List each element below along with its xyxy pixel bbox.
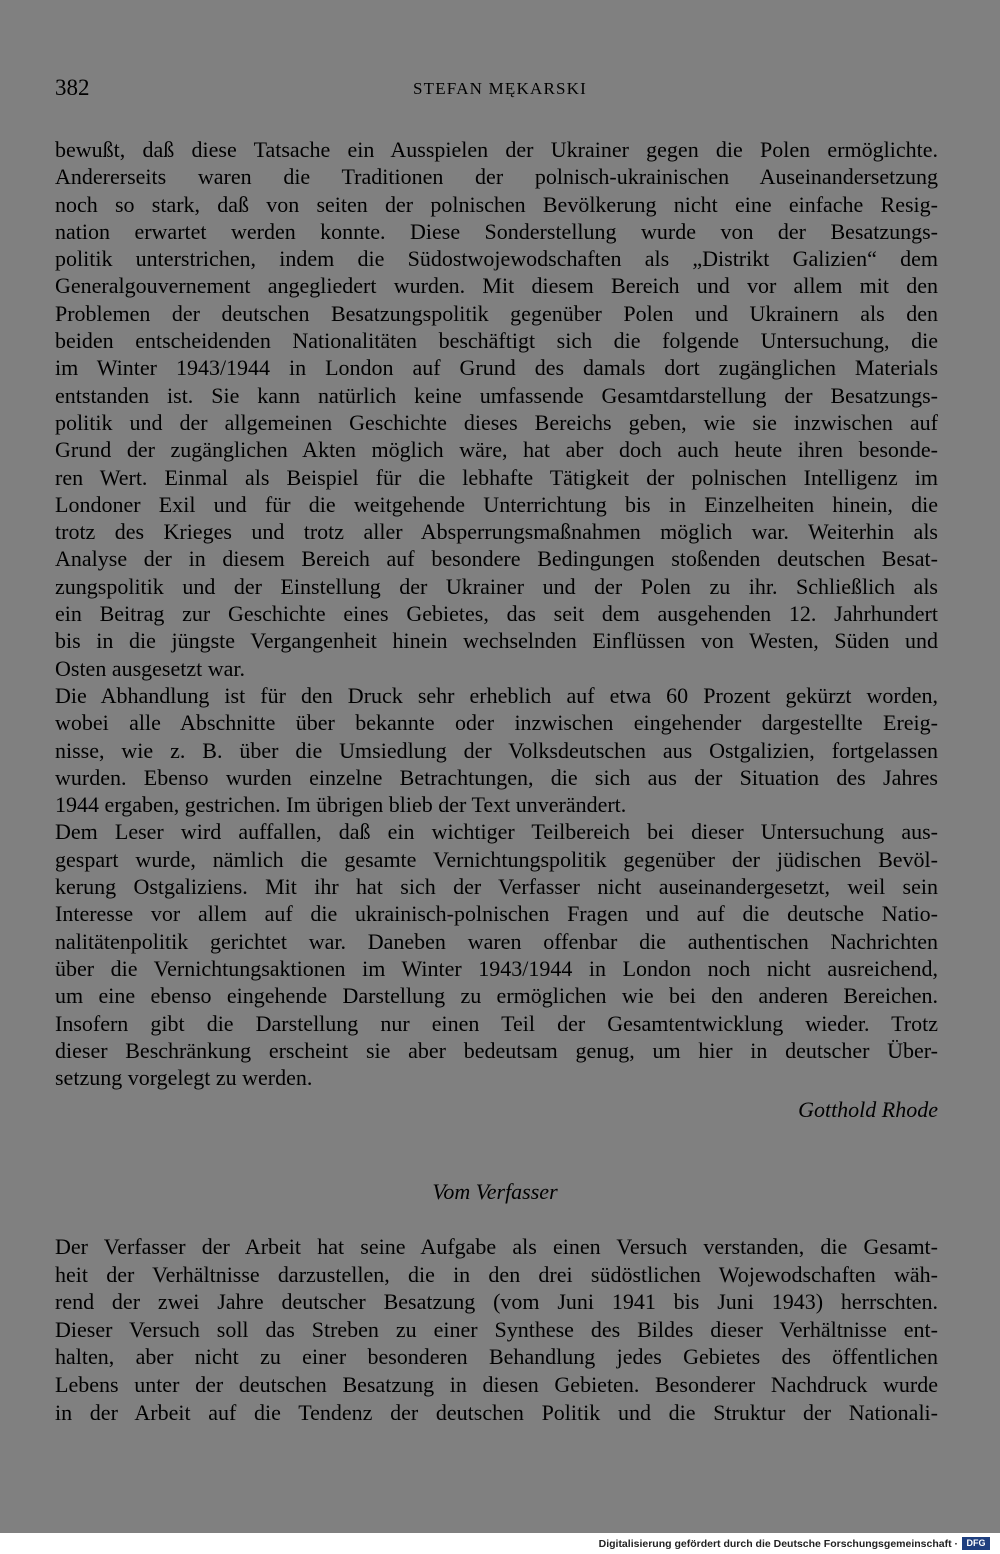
text-line: Die Abhandlung ist für den Druck sehr erheblich auf etwa 60 Prozent gekürzt worden, [55, 682, 938, 708]
text-line: Grund der zugänglichen Akten möglich wäre, hat aber doch auch heute ihren besonde- [55, 437, 938, 463]
dfg-logo-icon[interactable]: DFG [962, 1537, 990, 1550]
text-line: Londoner Exil und für die weitgehende Unterrichtung bis in Einzelheiten hinein, die [55, 491, 938, 517]
text-line: im Winter 1943/1944 in London auf Grund des damals dort zugänglichen Materials [55, 355, 938, 381]
text-line: rend der zwei Jahre deutscher Besatzung (vom Juni 1941 bis Juni 1943) herrschten. [55, 1289, 938, 1315]
text-line: Der Verfasser der Arbeit hat seine Aufgabe als einen Versuch verstanden, die Gesamt- [55, 1234, 938, 1259]
text-line: Osten ausgesetzt war. [55, 655, 245, 681]
text-line: wobei alle Abschnitte über bekannte oder inzwischen eingehender dargestellte Ereig- [55, 710, 938, 736]
text-line: in der Arbeit auf die Tendenz der deutschen Politik und die Struktur der Nationali- [55, 1399, 938, 1425]
signature: Gotthold Rhode [798, 1097, 938, 1122]
text-line: Insofern gibt die Darstellung nur einen Teil der Gesamtentwicklung wieder. Trotz [55, 1010, 938, 1036]
text-line: Interesse vor allem auf die ukrainisch-polnischen Fragen und auf die deutsche Natio- [55, 901, 938, 927]
text-line: kerung Ostgaliziens. Mit ihr hat sich der Verfasser nicht auseinandergesetzt, weil sein [55, 874, 938, 900]
text-line: bewußt, daß diese Tatsache ein Ausspielen der Ukrainer gegen die Polen ermöglichte. [55, 137, 938, 162]
text-line: wurden. Ebenso wurden einzelne Betrachtungen, die sich aus der Situation des Jahres [55, 764, 938, 790]
text-line: Lebens unter der deutschen Besatzung in diesen Gebieten. Besonderer Nachdruck wurde [55, 1371, 938, 1397]
text-line: Dieser Versuch soll das Streben zu einer Synthese des Bildes dieser Verhältnisse ent- [55, 1316, 938, 1342]
text-line: gespart wurde, nämlich die gesamte Vernichtungspolitik gegenüber der jüdischen Bevöl- [55, 846, 938, 872]
paragraph [55, 818, 938, 1091]
text-line: setzung vorgelegt zu werden. [55, 1065, 313, 1091]
text-line: Generalgouvernement angegliedert wurden. Mit diesem Bereich und vor allem mit den [55, 273, 938, 299]
digitization-footer [0, 1533, 1000, 1554]
text-line: 1944 ergaben, gestrichen. Im übrigen blieb der Text unverändert. [55, 792, 627, 818]
text-line: zungspolitik und der Einstellung der Ukrainer und der Polen zu ihr. Schließlich als [55, 573, 938, 599]
text-line: ren Wert. Einmal als Beispiel für die lebhafte Tätigkeit der polnischen Intelligenz im [55, 464, 938, 490]
section-text [55, 1233, 938, 1426]
text-line: Problemen der deutschen Besatzungspolitik gegenüber Polen und Ukrainern als den [55, 300, 938, 326]
text-line: bis in die jüngste Vergangenheit hinein wechselnden Einflüssen von Westen, Süden und [55, 628, 938, 654]
text-line: heit der Verhältnisse darzustellen, die in den drei südöstlichen Wojewodschaften wäh- [55, 1261, 938, 1287]
text-line: dieser Beschränkung erscheint sie aber bedeutsam genug, um hier in deutscher Über- [55, 1037, 938, 1063]
paragraph [55, 136, 938, 682]
text-line: Dem Leser wird auffallen, daß ein wichtiger Teilbereich bei dieser Untersuchung aus- [55, 819, 938, 845]
text-line: ein Beitrag zur Geschichte eines Gebietes, das seit dem ausgehenden 12. Jahrhundert [55, 601, 938, 627]
text-line: politik unterstrichen, indem die Südostwojewodschaften als „Distrikt Galizien“ dem [55, 246, 938, 272]
paragraph [55, 682, 938, 818]
footer-credit: Digitalisierung gefördert durch die Deutsche Forschungsgemeinschaft · [598, 1538, 958, 1550]
text-line: entstanden ist. Sie kann natürlich keine umfassende Gesamtdarstellung der Besatzungs- [55, 382, 938, 408]
text-line: halten, aber nicht zu einer besonderen Behandlung jedes Gebietes des öffentlichen [55, 1344, 938, 1370]
body-text [55, 136, 938, 1091]
paragraph [55, 1233, 938, 1426]
text-line: Andererseits waren die Traditionen der polnisch-ukrainischen Auseinandersetzung [55, 164, 938, 190]
text-line: Analyse der in diesem Bereich auf besondere Bedingungen stoßenden deutschen Besat- [55, 546, 938, 572]
text-line: nisse, wie z. B. über die Umsiedlung der Volksdeutschen aus Ostgalizien, fortgelassen [55, 737, 938, 763]
text-line: noch so stark, daß von seiten der polnischen Bevölkerung nicht eine einfache Resig- [55, 191, 938, 217]
section-heading: Vom Verfasser [432, 1179, 558, 1204]
running-title: STEFAN MĘKARSKI [412, 79, 587, 98]
page-number: 382 [55, 75, 90, 100]
text-line: nation erwartet werden konnte. Diese Sonderstellung wurde von der Besatzungs- [55, 218, 938, 244]
text-line: politik und der allgemeinen Geschichte dieses Bereichs geben, wie sie inzwischen auf [55, 409, 938, 435]
text-line: um eine ebenso eingehende Darstellung zu ermöglichen wie bei den anderen Bereichen. [55, 983, 938, 1009]
text-line: trotz des Krieges und trotz aller Absperrungsmaßnahmen möglich war. Weiterhin als [55, 519, 938, 545]
text-line: über die Vernichtungsaktionen im Winter 1943/1944 in London noch nicht ausreichend, [55, 955, 938, 981]
text-line: nalitätenpolitik gerichtet war. Daneben waren offenbar die authentischen Nachrichten [55, 928, 938, 954]
text-line: beiden entscheidenden Nationalitäten beschäftigt sich die folgende Untersuchung, die [55, 328, 938, 354]
